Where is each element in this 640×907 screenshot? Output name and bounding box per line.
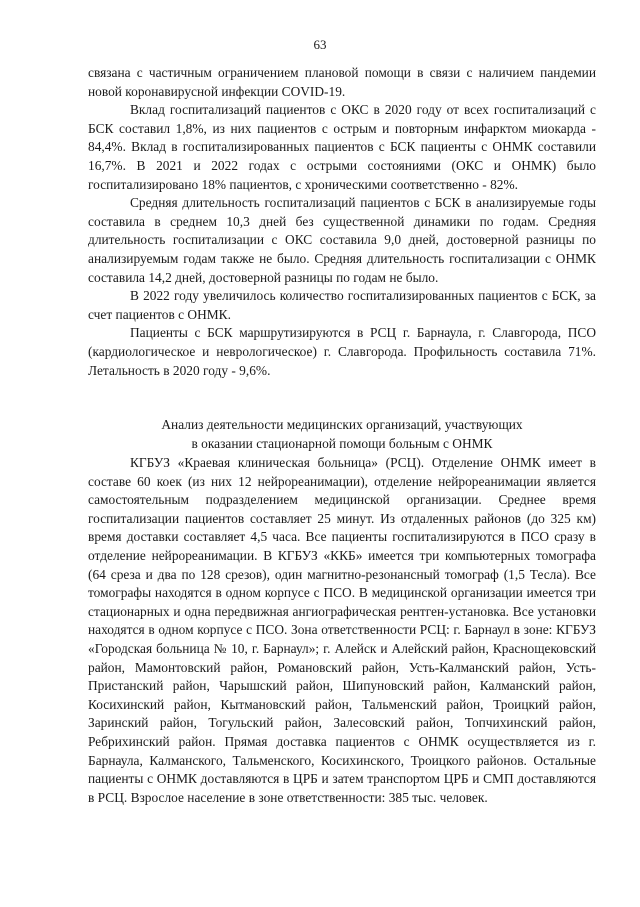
paragraph-routing: Пациенты с БСК маршрутизируются в РСЦ г. Барнаула, г. Славгорода, ПСО (кардиологическое и неврологическое) г. Славгорода. Профильность составила 71%. Летальность в 2020 году - 9,6%. xyxy=(88,325,596,378)
section-heading-line-1: Анализ деятельности медицинских организаций, участвующих xyxy=(161,417,523,432)
section-heading-line-2: в оказании стационарной помощи больным с ОНМК xyxy=(191,435,493,451)
section-1-text xyxy=(88,64,596,380)
paragraph-2022-increase: В 2022 году увеличилось количество госпитализированных пациентов с БСК, за счет пациентов с ОНМК. xyxy=(88,288,596,322)
section-heading xyxy=(88,416,596,453)
paragraph-kkb-rsc: КГБУЗ «Краевая клиническая больница» (РСЦ). Отделение ОНМК имеет в составе 60 коек (из них 12 нейрореанимации), отделение нейрореанимации является самостоятельным подразделением медицинской организации. Среднее время госпитализации пациентов составляет 25 минут. Из отдаленных районов (до 325 км) время доставки составляет 4,5 часа. Все пациенты госпитализируются в ПСО сразу в отделение нейрореанимации. В КГБУЗ «ККБ» имеется три компьютерных томографа (64 среза и два по 128 срезов), один магнитно-резонансный томограф (1,5 Тесла). Все томографы находятся в одном корпусе с ПСО. В медицинской организации имеется три стационарных и одна передвижная ангиографическая рентген-установка. Все установки находятся в одном корпусе с ПСО. Зона ответственности РСЦ: г. Барнаул в зоне: КГБУЗ «Городская больница № 10, г. Барнаул»; г. Алейск и Алейский район, Краснощековский район, Мамонтовский район, Романовский район, Усть-Калманский район, Усть-Пристанский район, Чарышский район, Шипуновский район, Калманский район, Косихинский район, Кытмановский район, Тальменский район, Троицкий район, Заринский район, Тогульский район, Залесовский район, Топчихинский район, Ребрихинский район. Прямая доставка пациентов с ОНМК осуществляется из г. Барнаула, Калманского, Тальменского, Косихинского, Троицкого районов. Остальные пациенты с ОНМК доставляются в ЦРБ и затем транспортом ЦРБ и СМП доставляются в РСЦ. Взрослое население в зоне ответственности: 385 тыс. человек. xyxy=(88,455,596,805)
page-number: 63 xyxy=(313,37,327,52)
paragraph-oks-contribution: Вклад госпитализаций пациентов с ОКС в 2020 году от всех госпитализаций с БСК составил 1,8%, из них пациентов с острым и повторным инфарктом миокарда - 84,4%. Вклад в госпитализированных пациентов с БСК пациенты с ОНМК составили 16,7%. В 2021 и 2022 годах с острыми состояниями (ОКС и ОНМК) было госпитализировано 18% пациентов, с хроническими соответственно - 82%. xyxy=(88,102,596,192)
section-2-text xyxy=(88,454,596,807)
paragraph-hospitalization-duration: Средняя длительность госпитализаций пациентов с БСК в анализируемые годы составила в среднем 10,3 дней без существенной динамики по годам. Средняя длительность госпитализации с ОКС составила 9,0 дней, достоверной разницы по анализируемым годам также не было. Средняя длительность госпитализации с ОНМК составила 14,2 дней, достоверной разницы по годам не было. xyxy=(88,195,596,285)
paragraph-covid-context: связана с частичным ограничением плановой помощи в связи с наличием пандемии новой коронавирусной инфекции COVID-19. xyxy=(88,65,596,99)
